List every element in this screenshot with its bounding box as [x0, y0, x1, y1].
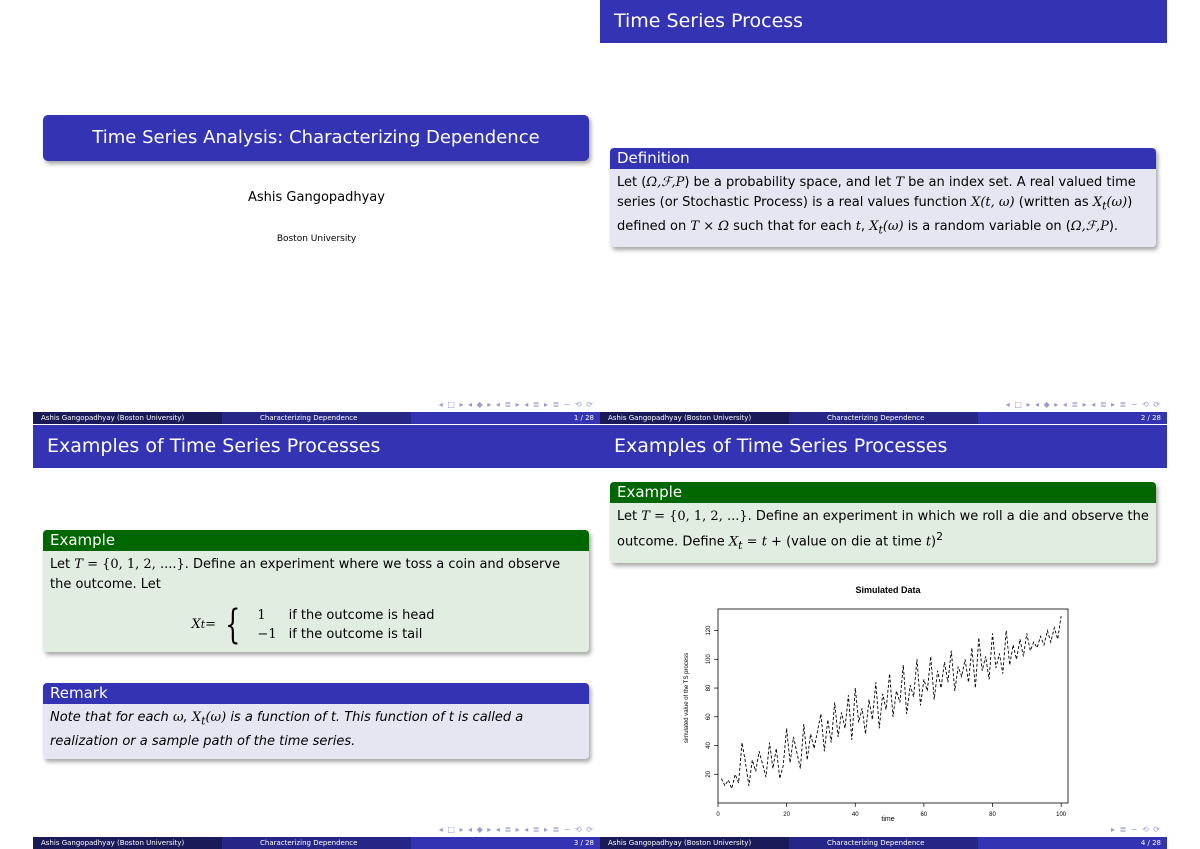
footer [600, 837, 1167, 849]
footer-author: Ashis Gangopadhyay (Boston University) [600, 837, 789, 849]
axis-ticks [706, 625, 1067, 818]
nav-controls[interactable]: ▸ ≣ ∽ ⟲ ⟳ [1111, 825, 1161, 834]
x-tick-label: 40 [851, 812, 859, 818]
footer-title: Characterizing Dependence [222, 837, 411, 849]
page-number: 2 / 28 [978, 412, 1167, 424]
remark-text: Note that for each ω, $X_t(\omega)$ is a function of t. This function of t is called a realization or a sample path of the time series. [43, 704, 589, 759]
x-tick-label: 0 [716, 812, 720, 818]
institution: Boston University [276, 234, 357, 244]
simulated-data-chart [680, 581, 1080, 826]
x-axis-label: time [881, 816, 895, 823]
block-title: Example [43, 530, 589, 551]
y-tick-label: 20 [706, 770, 712, 778]
slide-3 [33, 425, 600, 849]
definition-block [610, 148, 1156, 247]
x-tick-label: 20 [783, 812, 790, 818]
frame-title: Time Series Process [600, 0, 1167, 43]
block-title: Definition [610, 148, 1156, 169]
y-tick-label: 60 [706, 713, 712, 721]
block-title: Remark [43, 683, 589, 704]
piecewise-equation: X t = { 1 if the outcome is head −1 if the outcome is tail [191, 602, 435, 648]
series-line [721, 616, 1061, 788]
footer-author: Ashis Gangopadhyay (Boston University) [33, 412, 222, 424]
nav-controls[interactable]: ◂ □ ▸ ◂ ◆ ▸ ◂ ≣ ▸ ◂ ≣ ▸ ≣ ∽ ⟲ ⟳ [1005, 400, 1161, 409]
frame-title: Examples of Time Series Processes [600, 425, 1167, 468]
page-number: 3 / 28 [411, 837, 600, 849]
frame-title: Examples of Time Series Processes [33, 425, 600, 468]
page-number: 1 / 28 [411, 412, 600, 424]
y-axis-label: simulated value of the TS process [684, 652, 690, 744]
slide-2 [600, 0, 1167, 424]
example-text: Let T = {0, 1, 2, ....}. Define an experiment where we toss a coin and observe the outcome. Let X t = { 1 if the outcome is head −1 if the outcome is tail [43, 551, 589, 652]
remark-block [43, 683, 589, 759]
block-title: Example [610, 482, 1156, 503]
presentation-title: Time Series Analysis: Characterizing Dependence [43, 115, 589, 161]
chart-title: Simulated Data [855, 585, 921, 595]
footer [33, 837, 600, 849]
footer-title: Characterizing Dependence [789, 837, 978, 849]
y-tick-label: 80 [706, 684, 712, 692]
left-brace: { [225, 602, 241, 648]
y-tick-label: 120 [706, 625, 712, 636]
plot-frame [718, 609, 1068, 803]
y-tick-label: 100 [706, 654, 712, 665]
x-tick-label: 60 [920, 812, 928, 818]
example-text: Let T = {0, 1, 2, ...}. Define an experiment in which we roll a die and observe the outcome. Define $X_t = t$ + (value on die at time t)$^2$ [610, 503, 1156, 563]
y-tick-label: 40 [706, 742, 712, 749]
example-block [43, 530, 589, 652]
footer-author: Ashis Gangopadhyay (Boston University) [600, 412, 789, 424]
slide-1 [33, 0, 600, 424]
footer-title: Characterizing Dependence [222, 412, 411, 424]
definition-text: Let (Ω,ℱ,P) be a probability space, and let T be an index set. A real valued time series (or Stochastic Process) is a real values function X(t, ω) (written as $X_t(\omega)$) defined on T × Ω such that for each t, $X_t(\omega)$ is a random variable on (Ω,ℱ,P). [610, 169, 1156, 247]
author-name: Ashis Gangopadhyay [248, 190, 385, 205]
nav-controls[interactable]: ◂ □ ▸ ◂ ◆ ▸ ◂ ≣ ▸ ◂ ≣ ▸ ≣ ∽ ⟲ ⟳ [438, 400, 594, 409]
x-tick-label: 100 [1056, 812, 1067, 818]
footer-title: Characterizing Dependence [789, 412, 978, 424]
footer [600, 412, 1167, 424]
footer [33, 412, 600, 424]
nav-controls[interactable]: ◂ □ ▸ ◂ ◆ ▸ ◂ ≣ ▸ ◂ ≣ ▸ ≣ ∽ ⟲ ⟳ [438, 825, 594, 834]
series-path [721, 616, 1061, 788]
example-block [610, 482, 1156, 563]
page-number: 4 / 28 [978, 837, 1167, 849]
footer-author: Ashis Gangopadhyay (Boston University) [33, 837, 222, 849]
slide-4 [600, 425, 1167, 849]
x-tick-label: 80 [989, 812, 996, 818]
